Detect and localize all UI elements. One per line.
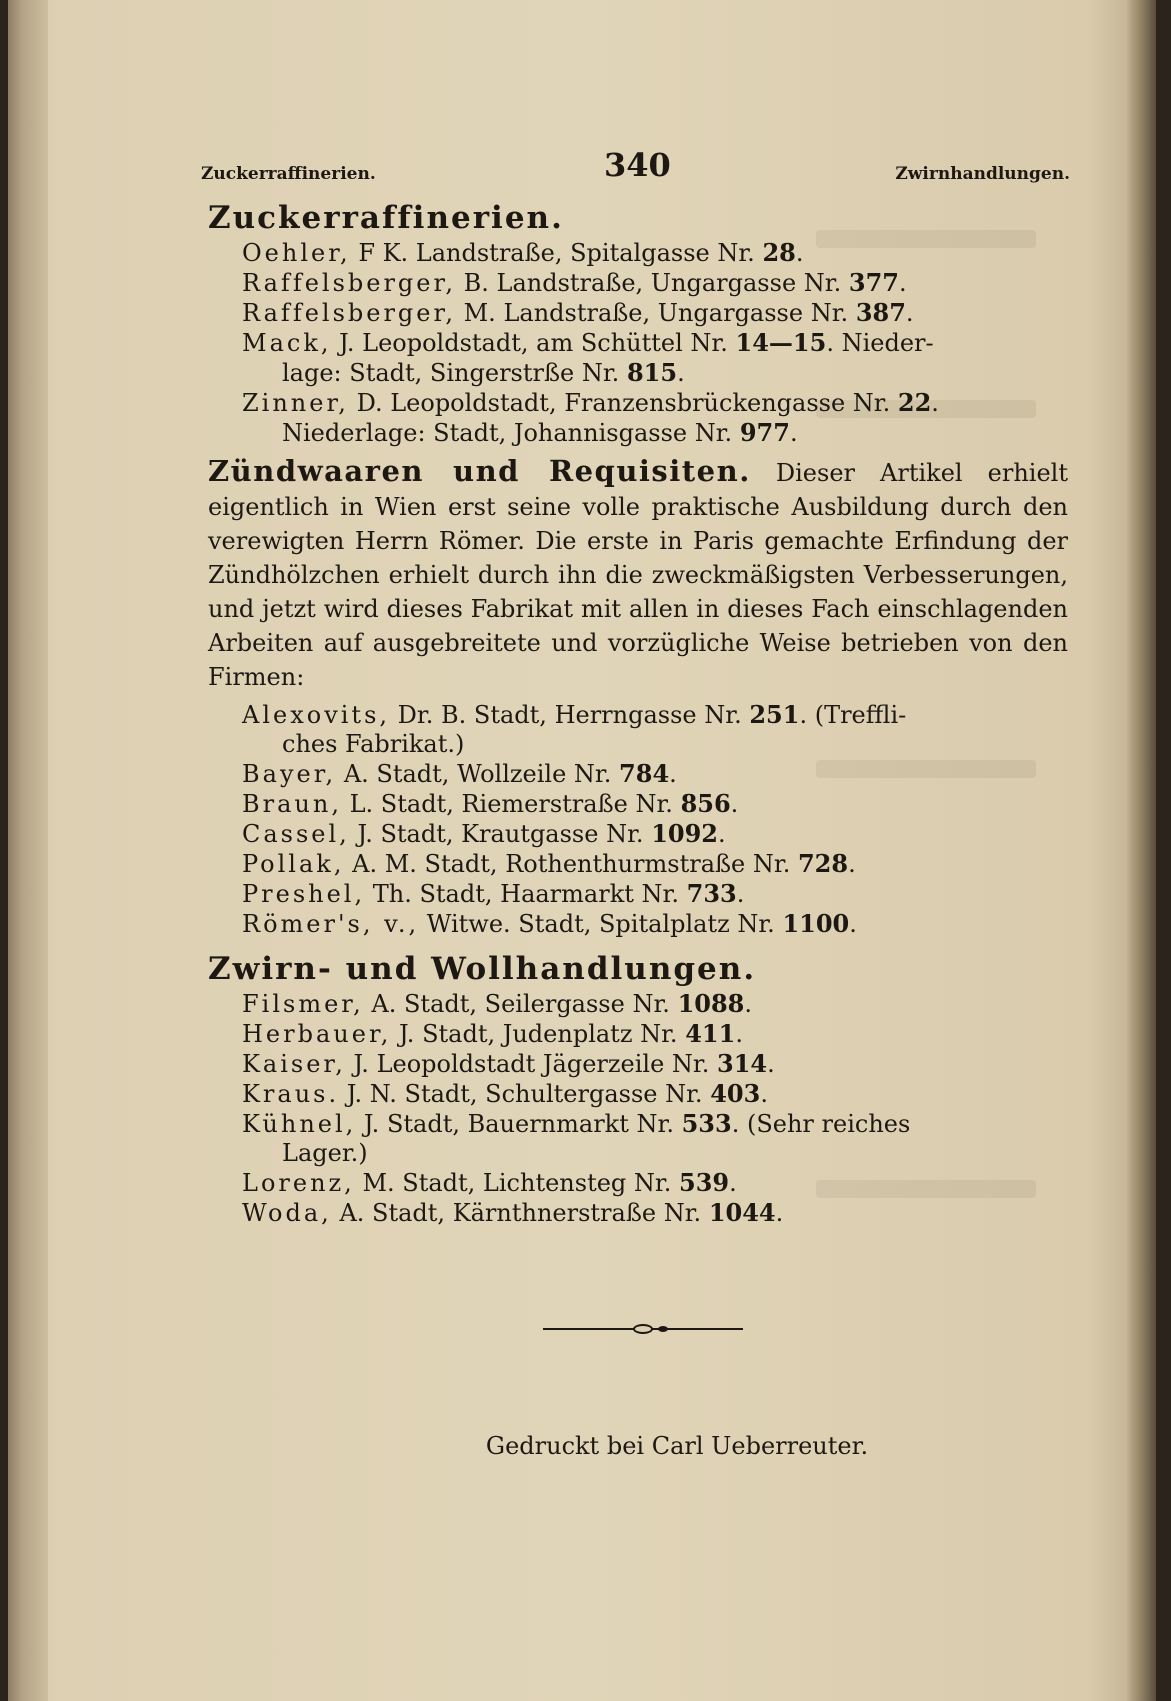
- entry-cont-text: ches Fabrikat.): [282, 730, 465, 758]
- entry-continuation: [282, 730, 1068, 759]
- entry-end: .: [848, 850, 856, 878]
- entry-number: 22: [897, 388, 932, 417]
- entry-end: .: [905, 299, 914, 327]
- entry-number: 28: [762, 238, 796, 267]
- entry-address: J. N. Stadt, Schultergasse Nr.: [346, 1080, 703, 1108]
- list-item: [242, 1019, 1068, 1049]
- entry-name: Filsmer,: [242, 990, 364, 1018]
- page-content: [208, 198, 1068, 1228]
- section-title-zuckerraffinerien: Zuckerraffinerien.: [208, 200, 564, 236]
- entry-end: .: [735, 1020, 743, 1048]
- entry-number: 314: [717, 1049, 768, 1078]
- list-item: [242, 1049, 1068, 1079]
- entry-name: Zinner,: [242, 389, 349, 417]
- entry-end: . Nieder-: [826, 329, 934, 357]
- entry-name: Kaiser,: [242, 1050, 346, 1078]
- list-item: [242, 789, 1068, 819]
- entry-address: L. Stadt, Riemerstraße Nr.: [349, 790, 673, 818]
- entry-end: .: [729, 1169, 737, 1197]
- entry-address: M. Stadt, Lichtensteg Nr.: [362, 1169, 672, 1197]
- entry-number: 539: [679, 1168, 730, 1197]
- entry-end: .: [931, 389, 939, 417]
- entry-address: B. Landstraße, Ungargasse Nr.: [463, 269, 842, 297]
- entry-name: Bayer,: [242, 760, 337, 788]
- entry-name: Braun,: [242, 790, 342, 818]
- entry-number: 251: [749, 700, 800, 729]
- entry-address: A. Stadt, Kärnthnerstraße Nr.: [339, 1199, 702, 1227]
- list-item: [242, 388, 1068, 448]
- entry-number: 733: [686, 879, 737, 908]
- entry-number: 1044: [708, 1198, 776, 1227]
- list-item: [242, 700, 1068, 759]
- entry-end: .: [760, 1080, 768, 1108]
- entry-cont-number: 815: [626, 358, 678, 387]
- entry-number: 411: [685, 1019, 736, 1048]
- list-item: [242, 759, 1068, 789]
- list-item: [242, 1079, 1068, 1109]
- entry-end: .: [717, 820, 726, 848]
- entry-end: .: [744, 990, 752, 1018]
- list-item: [242, 1198, 1068, 1228]
- entry-address: A. Stadt, Seilergasse Nr.: [371, 990, 670, 1018]
- page-number: 340: [604, 146, 671, 184]
- entry-number: 1092: [651, 819, 718, 848]
- entry-address: D. Leopoldstadt, Franzensbrückengasse Nr.: [356, 389, 891, 417]
- rule-dot-icon: [658, 1326, 668, 1332]
- entry-number: 387: [855, 298, 906, 327]
- entry-number: 403: [710, 1079, 761, 1108]
- entry-number: 784: [619, 759, 670, 788]
- entry-name: Preshel,: [242, 880, 366, 908]
- entry-end: .: [730, 790, 739, 818]
- list-item: [242, 849, 1068, 879]
- entry-name: Kraus.: [242, 1080, 340, 1108]
- entry-number: 14—15: [735, 328, 827, 357]
- list-item: [242, 328, 1068, 388]
- list-item: [242, 909, 1068, 939]
- entry-end: .: [849, 910, 857, 938]
- entry-address: F K. Landstraße, Spitalgasse Nr.: [358, 239, 755, 267]
- entry-number: 856: [680, 789, 731, 818]
- entry-address: Dr. B. Stadt, Herrngasse Nr.: [397, 701, 742, 729]
- entry-cont-end: .: [789, 419, 798, 447]
- entry-address: M. Landstraße, Ungargasse Nr.: [463, 299, 849, 327]
- entry-address: A. M. Stadt, Rothenthurmstraße Nr.: [352, 850, 791, 878]
- entry-address: J. Stadt, Krautgasse Nr.: [357, 820, 644, 848]
- entry-number: 1100: [782, 909, 850, 938]
- entry-name: Raffelsberger,: [242, 299, 456, 327]
- entry-continuation: [282, 418, 1068, 448]
- list-item: [242, 1168, 1068, 1198]
- entry-end: .: [767, 1050, 775, 1078]
- list-item: [242, 298, 1068, 328]
- list-item: [242, 879, 1068, 909]
- list-item: [242, 819, 1068, 849]
- running-head-right: Zwirnhandlungen.: [895, 164, 1070, 184]
- entry-cont-number: 977: [739, 418, 790, 447]
- entry-cont-end: .: [677, 359, 685, 387]
- list-item: [242, 268, 1068, 298]
- entry-name: Römer's, v.,: [242, 910, 420, 938]
- entry-end: .: [775, 1199, 784, 1227]
- entry-name: Cassel,: [242, 820, 350, 848]
- entry-address: Witwe. Stadt, Spitalplatz Nr.: [426, 910, 775, 938]
- entry-name: Kühnel,: [242, 1110, 357, 1138]
- entry-end: . (Treffli-: [799, 701, 907, 729]
- entry-name: Lorenz,: [242, 1169, 355, 1197]
- entry-cont-text: lage: Stadt, Singerstrße Nr.: [282, 359, 620, 387]
- entry-name: Herbauer,: [242, 1020, 392, 1048]
- entry-address: A. Stadt, Wollzeile Nr.: [343, 760, 612, 788]
- entry-number: 728: [797, 849, 849, 878]
- entry-number: 1088: [677, 989, 745, 1018]
- entry-continuation: [282, 358, 1068, 388]
- entry-name: Alexovits,: [242, 701, 391, 729]
- section-title-zwirnhandlungen: Zwirn- und Wollhandlungen.: [208, 951, 757, 987]
- ornamental-rule: [543, 1322, 743, 1336]
- entry-address: J. Stadt, Judenplatz Nr.: [399, 1020, 678, 1048]
- entry-address: J. Leopoldstadt Jägerzeile Nr.: [353, 1050, 710, 1078]
- entry-number: 377: [848, 268, 899, 297]
- running-head-left: Zuckerraffinerien.: [201, 164, 376, 184]
- entry-address: J. Leopoldstadt, am Schüttel Nr.: [339, 329, 728, 357]
- book-page: [8, 0, 1156, 1701]
- entry-name: Raffelsberger,: [242, 269, 456, 297]
- section-title-zuendwaaren: Zündwaaren und Requisiten.: [208, 454, 751, 488]
- running-head: [8, 146, 1156, 190]
- rule-ornament-icon: [633, 1324, 653, 1334]
- entry-end: .: [898, 269, 907, 297]
- entry-address: Th. Stadt, Haarmarkt Nr.: [372, 880, 679, 908]
- entry-end: . (Sehr reiches: [731, 1110, 911, 1138]
- entry-number: 533: [681, 1109, 732, 1138]
- entry-end: .: [795, 239, 804, 267]
- entry-cont-text: Lager.): [282, 1139, 368, 1167]
- entry-name: Woda,: [242, 1199, 332, 1227]
- list-item: [242, 989, 1068, 1019]
- list-item: [242, 238, 1068, 268]
- list-item: [242, 1109, 1068, 1168]
- section-intro-zuendwaaren: [208, 454, 1068, 694]
- printer-imprint: Gedruckt bei Carl Ueberreuter.: [485, 1432, 869, 1460]
- section-text: Dieser Artikel erhielt eigentlich in Wien erst seine volle praktische Ausbildung durch den verewigten Herrn Römer. Die erste in Paris gemachte Erfindung der Zündhölzchen erhielt durch ihn die zweckmäßigsten Verbesserungen, und jetzt wird dieses Fabrikat mit allen in dieses Fach einschlagenden Arbeiten auf ausgebreitete und vorzügliche Weise betrieben von den Firmen:: [208, 459, 1068, 691]
- entry-name: Pollak,: [242, 850, 345, 878]
- entry-address: J. Stadt, Bauernmarkt Nr.: [363, 1110, 674, 1138]
- entry-end: .: [669, 760, 677, 788]
- entry-name: Mack,: [242, 329, 332, 357]
- entry-end: .: [736, 880, 745, 908]
- entry-cont-text: Niederlage: Stadt, Johannisgasse Nr.: [282, 419, 733, 447]
- entry-name: Oehler,: [242, 239, 351, 267]
- entry-continuation: [282, 1139, 1068, 1168]
